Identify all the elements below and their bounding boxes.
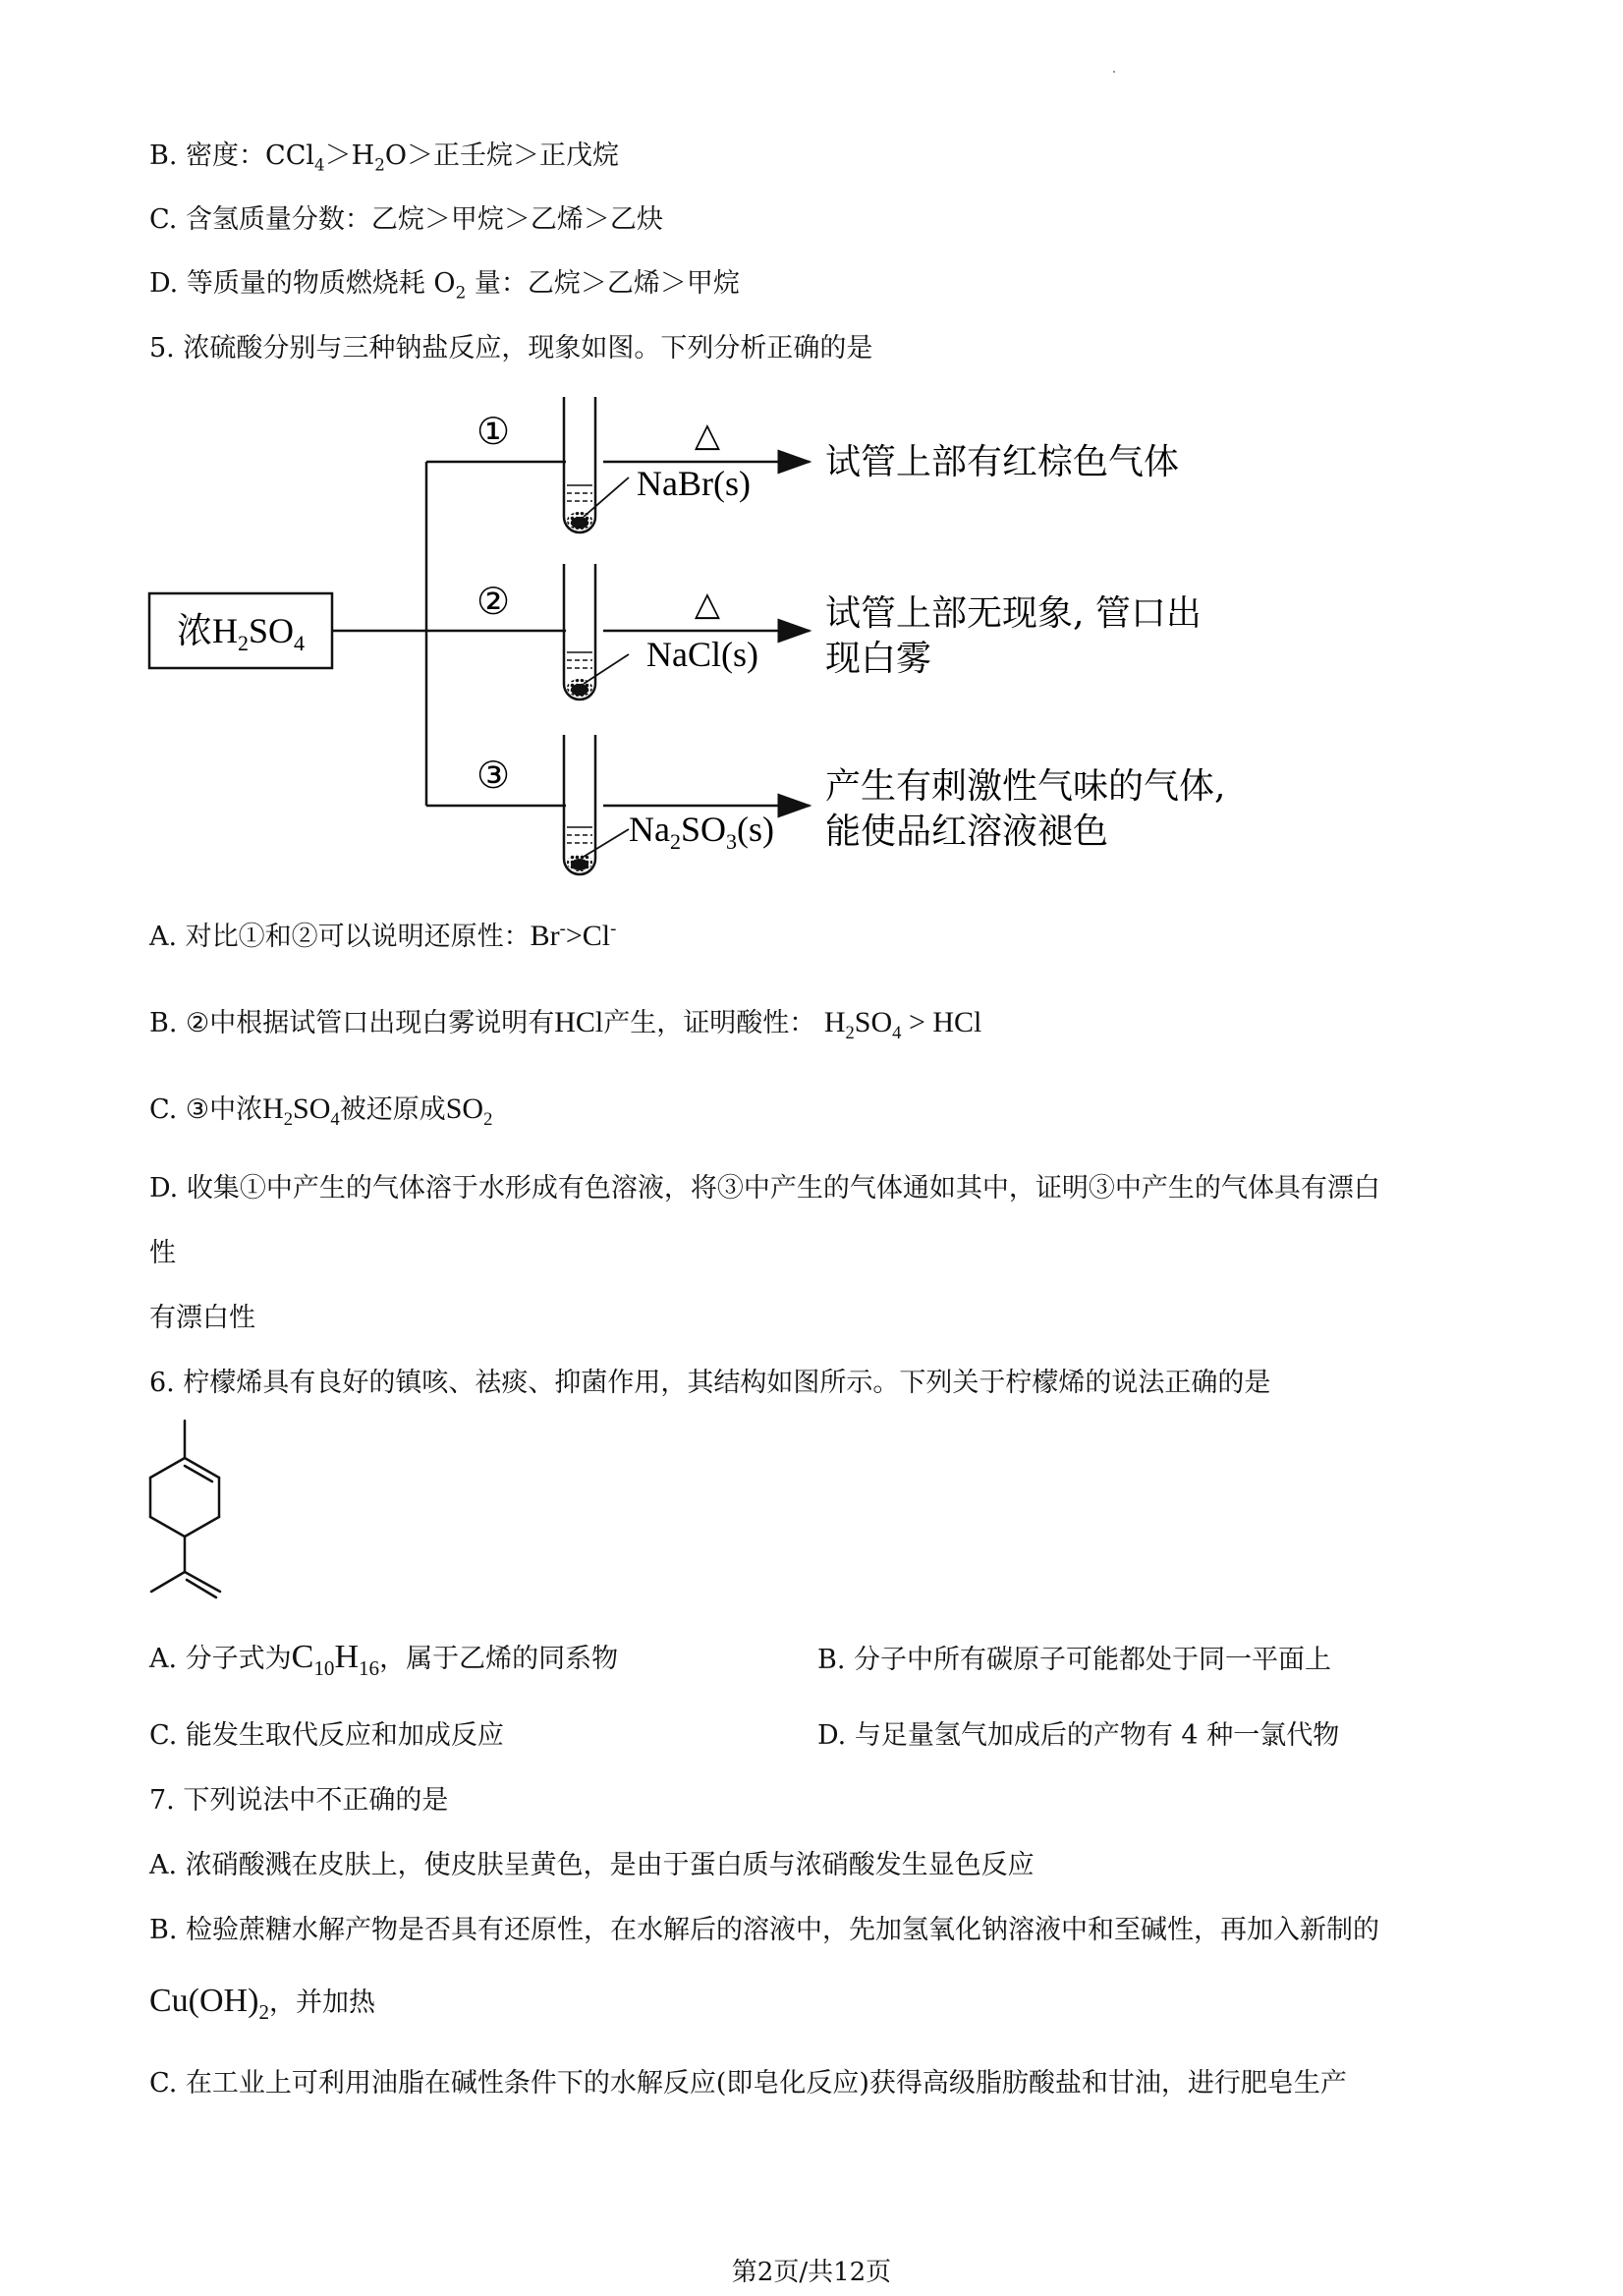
result-2-line2: 现白雾 xyxy=(825,639,932,679)
q5-option-b: B. ②中根据试管口出现白雾说明有HCl产生，证明酸性： $H_2SO_4$ > HCl xyxy=(149,1006,982,1043)
q7-option-b-line2: $Cu(OH)_2$，并加热 xyxy=(149,1983,375,2024)
q6-option-d: D. 与足量氢气加成后的产物有 4 种一氯代物 xyxy=(817,1720,1340,1751)
reaction-arrows xyxy=(603,462,810,806)
q5-option-d-line1: D. 收集①中产生的气体溶于水形成有色溶液，将③中产生的气体通如其中，证明③中产生的气体具有漂白 xyxy=(149,1173,1380,1204)
q4-option-b: B. 密度：$CCl_4>H_2O>$正壬烷＞正戊烷 xyxy=(149,140,619,175)
q5-option-d-line3: 有漂白性 xyxy=(149,1303,255,1333)
q5-stem: 5. 浓硫酸分别与三种钠盐反应，现象如图。下列分析正确的是 xyxy=(149,333,873,364)
salt-label-3: $Na_2SO_3(s)$ xyxy=(629,810,775,854)
salt-label-2: NaCl(s) xyxy=(646,635,758,674)
heat-symbol-1: △ xyxy=(694,416,721,455)
test-tube-1 xyxy=(564,397,595,532)
heat-symbol-2: △ xyxy=(694,585,721,624)
q6-option-c: C. 能发生取代反应和加成反应 xyxy=(149,1720,504,1751)
q4-option-c: C. 含氢质量分数：乙烷＞甲烷＞乙烯＞乙炔 xyxy=(149,204,663,235)
q7-stem: 7. 下列说法中不正确的是 xyxy=(149,1785,449,1816)
reagent-label: 浓$H_2SO_4$ xyxy=(176,611,306,655)
salt-pointers xyxy=(584,477,629,857)
branch-2-number: ② xyxy=(476,580,511,623)
branch-lines xyxy=(332,462,566,806)
q7-option-a: A. 浓硝酸溅在皮肤上，使皮肤呈黄色，是由于蛋白质与浓硝酸发生显色反应 xyxy=(149,1850,1035,1880)
limonene-structure xyxy=(138,1417,255,1613)
q5-option-d-line2: 性 xyxy=(149,1238,176,1268)
q7-option-c: C. 在工业上可利用油脂在碱性条件下的水解反应(即皂化反应)获得高级脂肪酸盐和甘油，进行肥皂生产 xyxy=(149,2068,1347,2099)
reaction-diagram xyxy=(138,383,1277,894)
salt-label-1: NaBr(s) xyxy=(637,464,751,503)
q6-stem: 6. 柠檬烯具有良好的镇咳、祛痰、抑菌作用，其结构如图所示。下列关于柠檬烯的说法正确的是 xyxy=(149,1368,1271,1398)
q5-option-c: C. ③中浓$H_2SO_4$被还原成$SO_2$ xyxy=(149,1092,493,1130)
result-1: 试管上部有红棕色气体 xyxy=(825,442,1180,482)
result-2-line1: 试管上部无现象, 管口出 xyxy=(825,593,1202,634)
q6-option-b: B. 分子中所有碳原子可能都处于同一平面上 xyxy=(817,1645,1332,1675)
test-tube-3 xyxy=(564,735,595,874)
q7-option-b-line1: B. 检验蔗糖水解产物是否具有还原性，在水解后的溶液中，先加氢氧化钠溶液中和至碱性，再加入新制的 xyxy=(149,1915,1380,1945)
speck xyxy=(1113,71,1115,73)
branch-3-number: ③ xyxy=(476,754,511,797)
result-3-line1: 产生有刺激性气味的气体, xyxy=(825,766,1226,807)
branch-1-number: ① xyxy=(476,410,511,453)
q4-option-d: D. 等质量的物质燃烧耗 $O_2$ 量：乙烷＞乙烯＞甲烷 xyxy=(149,268,740,303)
q6-option-a: A. 分子式为$C_{10}H_{16}$，属于乙烯的同系物 xyxy=(149,1639,619,1680)
result-3-line2: 能使品红溶液褪色 xyxy=(825,812,1109,852)
reagent-box xyxy=(149,593,332,668)
page-footer: 第2页/共12页 xyxy=(731,2258,892,2287)
q5-option-a: A. 对比①和②可以说明还原性：Br->Cl- xyxy=(149,919,617,952)
